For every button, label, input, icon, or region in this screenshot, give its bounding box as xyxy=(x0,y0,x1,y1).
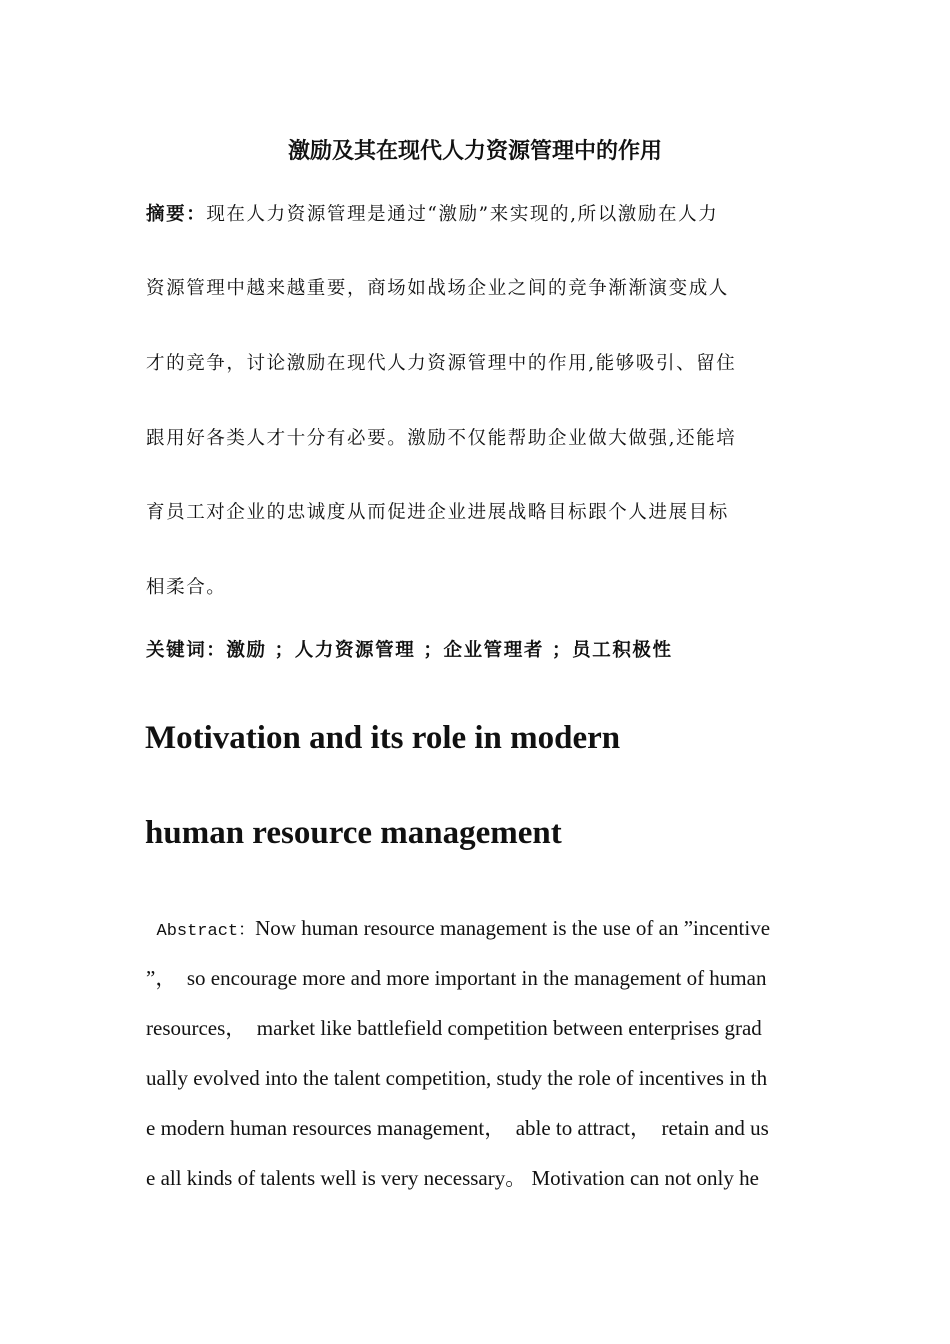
chinese-abstract-line: 育员工对企业的忠诚度从而促进企业进展战略目标跟个人进展目标 xyxy=(146,502,729,523)
chinese-abstract-line: 才的竞争，讨论激励在现代人力资源管理中的作用,能够吸引、留住 xyxy=(146,353,737,374)
chinese-title: 激励及其在现代人力资源管理中的作用 xyxy=(287,138,662,164)
chinese-abstract-line: 资源管理中越来越重要，商场如战场企业之间的竞争渐渐演变成人 xyxy=(146,278,729,299)
english-title-line: human resource management xyxy=(145,815,562,851)
english-title-line: Motivation and its role in modern xyxy=(145,720,621,756)
english-abstract-text: Now human resource management is the use of an ”incentive xyxy=(255,916,771,940)
chinese-keywords: 关键词：激励 ；人力资源管理 ；企业管理者 ；员工积极性 xyxy=(146,640,673,661)
english-abstract-line: ually evolved into the talent competition, study the role of incentives in th xyxy=(146,1066,768,1090)
chinese-abstract-label: 摘要： xyxy=(146,204,207,225)
chinese-abstract-line: 跟用好各类人才十分有必要。激励不仅能帮助企业做大做强,还能培 xyxy=(146,428,737,449)
english-abstract-line: ”， so encourage more and more important in the management of human xyxy=(146,966,767,990)
english-abstract-line: resources， market like battlefield competition between enterprises grad xyxy=(146,1016,762,1040)
chinese-abstract-line: 相柔合。 xyxy=(146,577,227,598)
english-abstract-line xyxy=(146,913,770,947)
english-abstract-label: Abstract： xyxy=(156,922,256,941)
english-abstract-line: e modern human resources management， able to attract， retain and us xyxy=(146,1116,769,1140)
chinese-abstract-line xyxy=(146,200,718,230)
chinese-abstract-text: 现在人力资源管理是通过“激励”来实现的,所以激励在人力 xyxy=(206,204,719,225)
english-abstract-line: e all kinds of talents well is very necessary。 Motivation can not only he xyxy=(146,1166,759,1190)
